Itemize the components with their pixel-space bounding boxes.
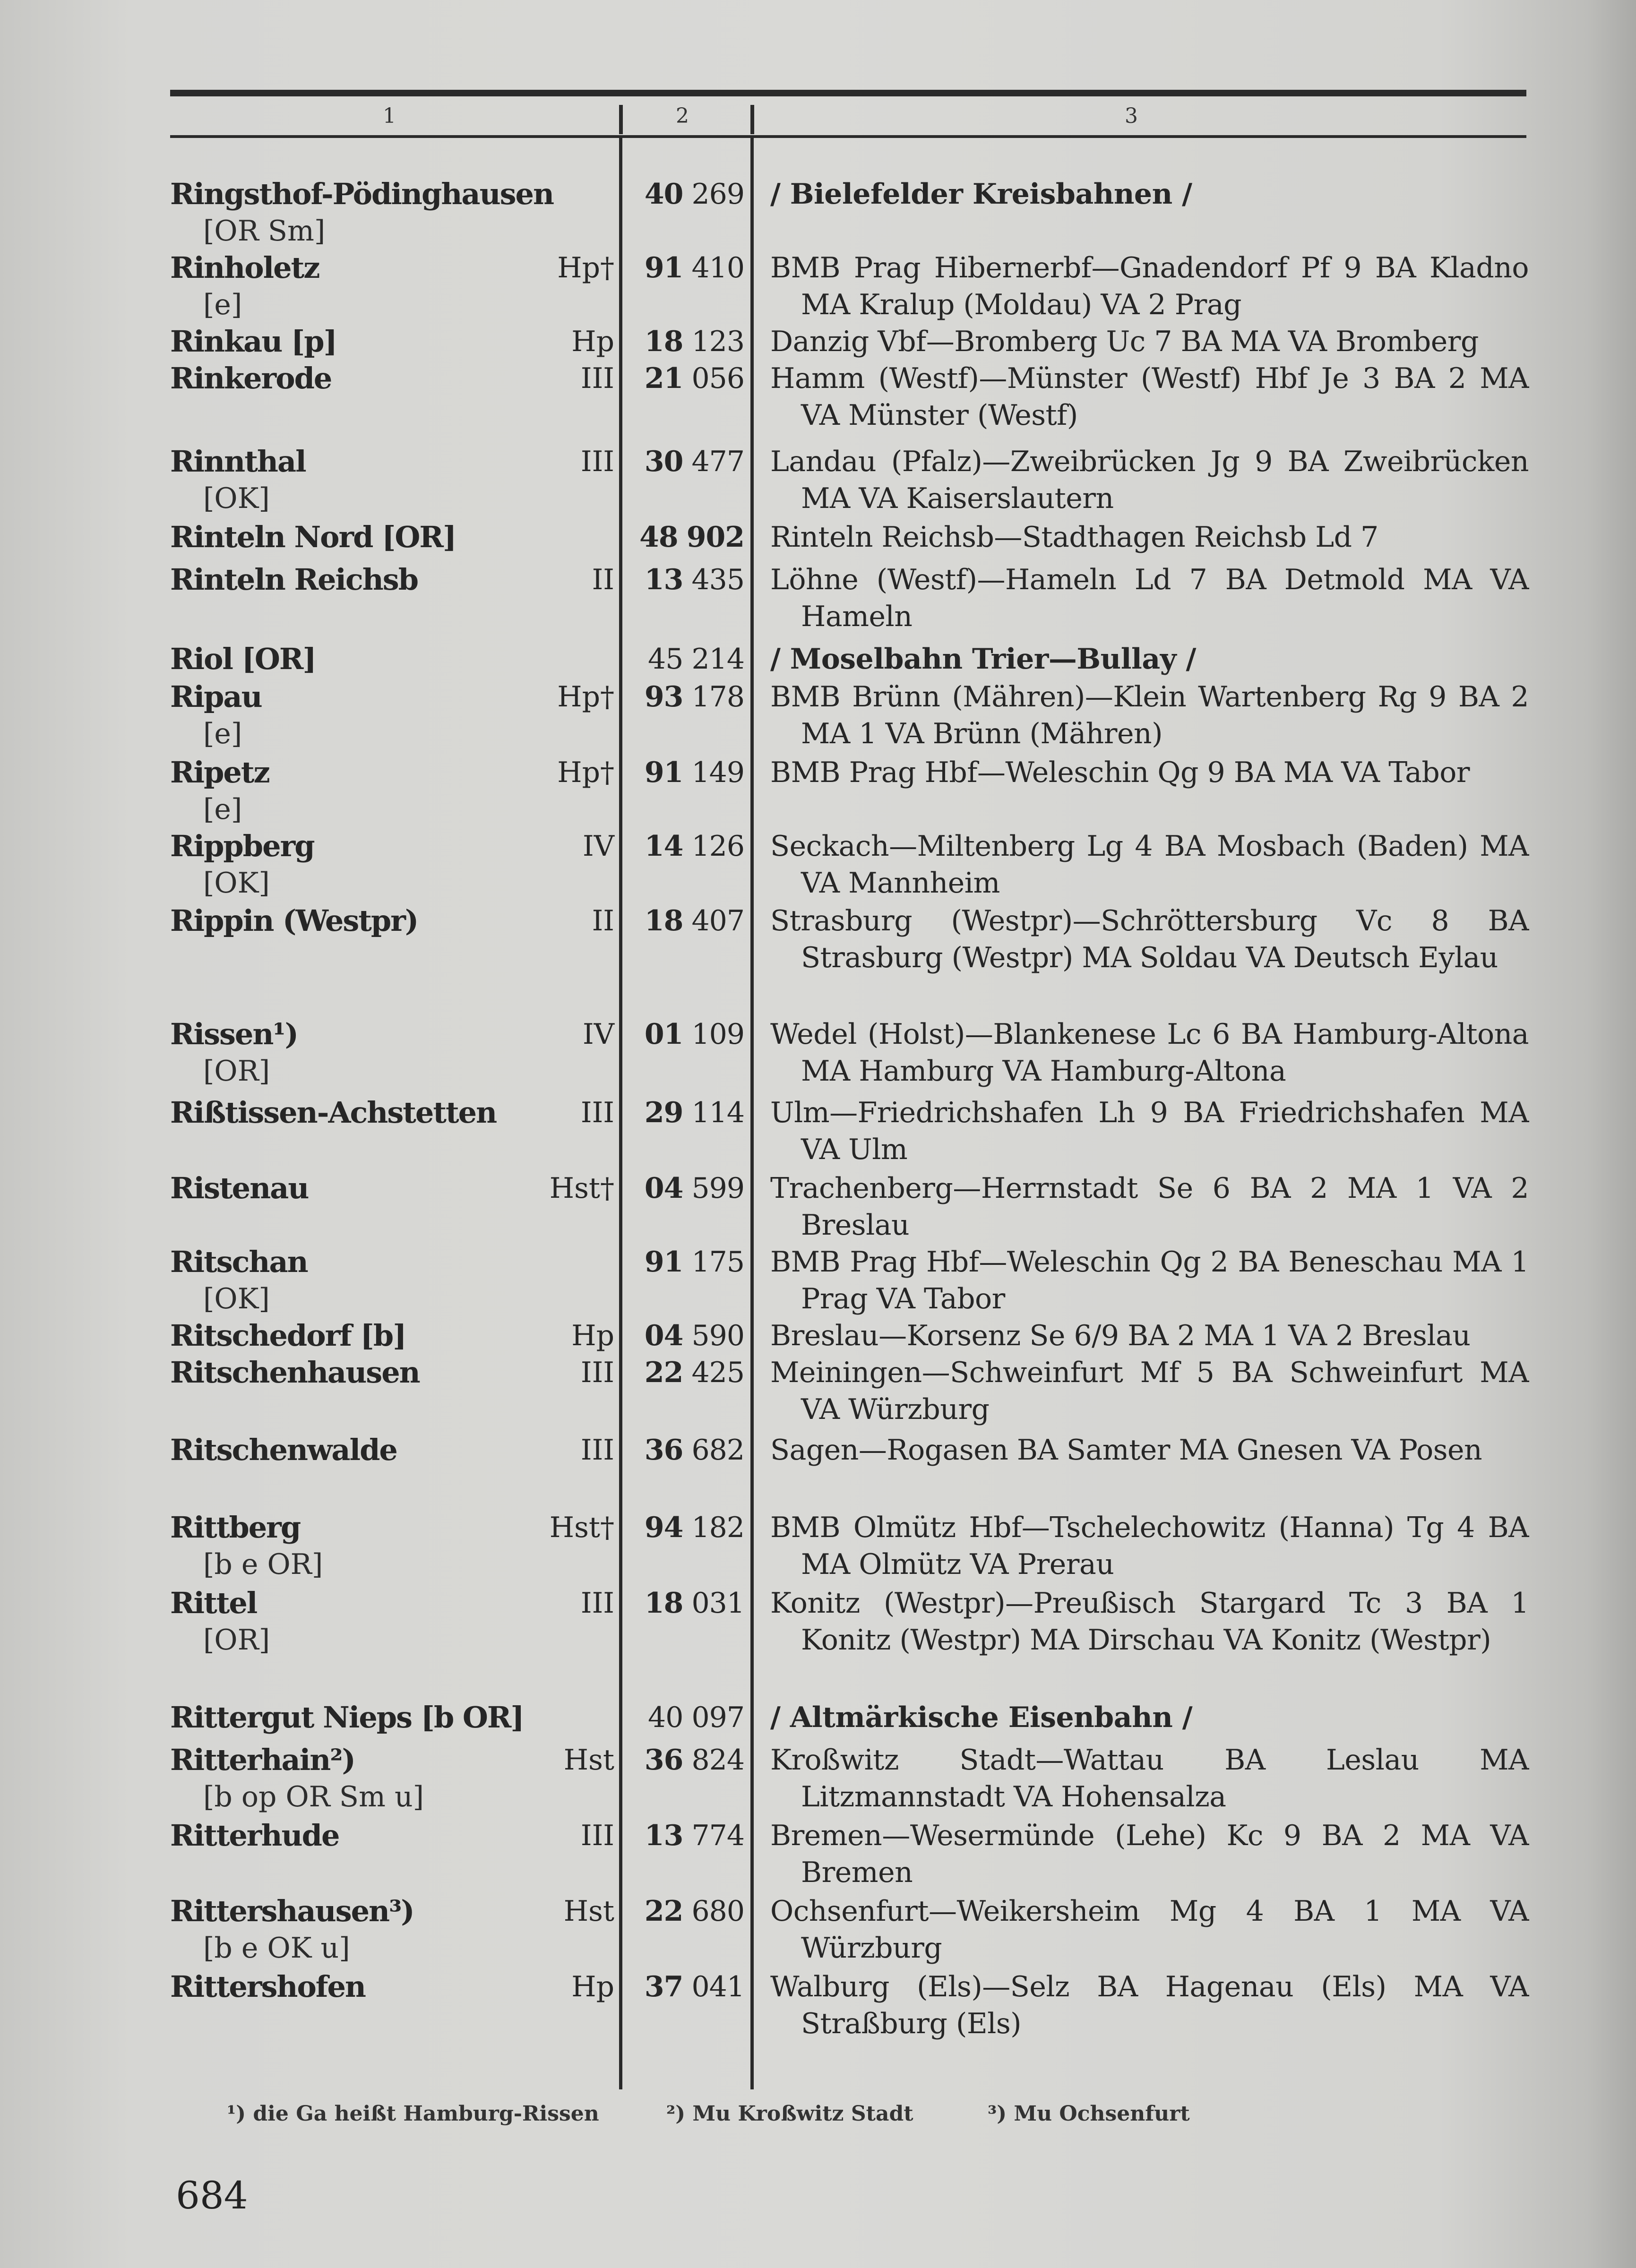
station-name: Rittershausen³) [170,1894,414,1928]
station-class: Hst [563,1744,614,1777]
station-number-prefix: 37 [644,1970,683,2003]
station-class: Hst† [549,1172,614,1205]
station-number-suffix: 407 [691,904,744,937]
station-number-prefix: 48 [639,521,678,554]
station-name: Ripetz [170,755,269,790]
station-flags: [OR] [203,1055,270,1088]
station-class: Hp† [557,756,614,789]
station-number [629,1170,744,1207]
footnote-2: ²) Mu Kroßwitz Stadt [666,2102,913,2126]
station-number [629,1016,744,1053]
station-class: III [580,1096,614,1129]
station-number-suffix: 590 [691,1319,744,1352]
station-description: Bremen—Wesermünde (Lehe) Kc 9 BA 2 MA VA Bremen [770,1819,1529,1889]
station-number [629,641,744,678]
station-description: / Altmärkische Eisenbahn / [770,1701,1193,1734]
header-top-rule [170,90,1526,96]
station-number-prefix: 04 [644,1172,683,1205]
station-description: Landau (Pfalz)—Zweibrücken Jg 9 BA Zweibrücken MA VA Kaiserslautern [770,445,1529,515]
station-number-prefix: 18 [644,904,683,937]
station-number-prefix: 18 [644,1587,683,1620]
station-description: Danzig Vbf—Bromberg Uc 7 BA MA VA Bromberg [770,325,1479,358]
station-number-prefix: 91 [644,1246,683,1279]
station-number-suffix: 410 [691,251,744,284]
station-number-suffix: 477 [691,445,744,478]
station-flags: [e] [203,717,242,750]
station-number [629,1968,744,2005]
station-name: Ritschenhausen [170,1355,420,1390]
station-number [629,902,744,939]
station-class: IV [582,1018,614,1051]
station-number-suffix: 126 [691,830,744,863]
station-number [629,176,744,213]
station-number-suffix: 824 [691,1744,744,1777]
station-class: Hp [571,1319,614,1352]
header-col-3: 3 [1125,104,1138,128]
station-name: Rissen¹) [170,1017,298,1051]
station-number [629,1585,744,1622]
station-description: Strasburg (Westpr)—Schröttersburg Vc 8 BA Strasburg (Westpr) MA Soldau VA Deutsch Eylau [770,904,1529,974]
station-name: Rißtissen-Achstetten [170,1095,497,1130]
station-number-suffix: 682 [691,1434,744,1467]
station-number-suffix: 178 [691,680,744,713]
station-description: Wedel (Holst)—Blankenese Lc 6 BA Hamburg-Altona MA Hamburg VA Hamburg-Altona [770,1018,1529,1088]
station-number [629,1432,744,1469]
station-number-suffix: 902 [686,521,744,554]
station-class: Hp [571,1970,614,2003]
station-number [629,1699,744,1736]
station-flags: [OR] [203,1624,270,1657]
station-name: Ripau [170,679,262,714]
station-number-suffix: 214 [691,643,744,676]
station-number [629,360,744,397]
station-number [629,1509,744,1546]
station-name: Rinkerode [170,361,332,395]
station-number [629,443,744,480]
station-class: II [592,904,614,937]
station-number-prefix: 04 [644,1319,683,1352]
station-description: Trachenberg—Herrnstadt Se 6 BA 2 MA 1 VA 2 Breslau [770,1172,1529,1242]
station-number-suffix: 056 [691,362,744,395]
column-divider-2 [750,138,754,2089]
station-class: Hst† [549,1511,614,1544]
station-description: BMB Prag Hbf—Weleschin Qg 2 BA Beneschau MA 1 Prag VA Tabor [770,1246,1529,1315]
station-number [629,519,744,556]
station-number-prefix: 18 [644,325,683,358]
station-number-prefix: 22 [644,1356,683,1389]
station-number-prefix: 22 [644,1895,683,1928]
header-separator [619,105,623,134]
station-class: III [580,1434,614,1467]
station-name: Rinholetz [170,250,319,285]
station-class: Hp† [557,680,614,713]
station-name: Rinteln Reichsb [170,562,418,597]
station-number [629,561,744,598]
station-description: Konitz (Westpr)—Preußisch Stargard Tc 3 BA 1 Konitz (Westpr) MA Dirschau VA Konitz (Westpr) [770,1587,1529,1657]
station-number-prefix: 13 [644,563,683,596]
station-number [629,249,744,286]
station-flags: [OK] [203,482,270,515]
station-name: Rippberg [170,829,314,863]
station-description: BMB Prag Hbf—Weleschin Qg 9 BA MA VA Tabor [770,756,1470,789]
station-number-prefix: 30 [644,445,683,478]
station-number [629,679,744,715]
station-description: Meiningen—Schweinfurt Mf 5 BA Schweinfurt MA VA Würzburg [770,1356,1529,1426]
header-col-1: 1 [383,104,396,128]
station-description: Walburg (Els)—Selz BA Hagenau (Els) MA VA Straßburg (Els) [770,1970,1529,2040]
station-name: Rittberg [170,1510,301,1545]
station-flags: [b e OR] [203,1548,323,1581]
station-name: Ritschan [170,1245,308,1279]
station-number [629,1354,744,1391]
station-class: III [580,1819,614,1852]
header-separator [750,105,754,134]
station-number-suffix: 269 [691,178,744,211]
station-description: BMB Prag Hibernerbf—Gnadendorf Pf 9 BA Kladno MA Kralup (Moldau) VA 2 Prag [770,251,1529,321]
station-number-prefix: 36 [644,1744,683,1777]
station-flags: [OR Sm] [203,215,326,248]
station-description: Ochsenfurt—Weikersheim Mg 4 BA 1 MA VA Würzburg [770,1895,1529,1965]
station-number-prefix: 29 [644,1096,683,1129]
station-number-prefix: 40 [644,178,683,211]
station-name: Rinteln Nord [OR] [170,520,456,554]
station-number-prefix: 13 [644,1819,683,1852]
station-name: Rittershofen [170,1969,365,2004]
station-flags: [OK] [203,867,270,900]
station-name: Ritterhude [170,1818,339,1853]
station-class: III [580,445,614,478]
station-description: / Moselbahn Trier—Bullay / [770,643,1196,676]
station-number-suffix: 109 [691,1018,744,1051]
column-divider-1 [619,138,622,2089]
station-number-prefix: 91 [644,251,683,284]
station-number [629,1317,744,1354]
station-number-prefix: 01 [644,1018,683,1051]
station-name: Rippin (Westpr) [170,903,418,938]
station-number-suffix: 114 [691,1096,744,1129]
station-name: Rinkau [p] [170,324,336,359]
station-number-suffix: 031 [691,1587,744,1620]
station-class: Hp† [557,251,614,284]
station-number-suffix: 175 [691,1246,744,1279]
station-description: Ulm—Friedrichshafen Lh 9 BA Friedrichshafen MA VA Ulm [770,1096,1529,1166]
station-number-suffix: 774 [691,1819,744,1852]
station-class: Hp [571,325,614,358]
station-description: Breslau—Korsenz Se 6/9 BA 2 MA 1 VA 2 Breslau [770,1319,1471,1352]
station-number-prefix: 94 [644,1511,683,1544]
station-number [629,1893,744,1930]
station-number-suffix: 123 [691,325,744,358]
station-number-suffix: 435 [691,563,744,596]
station-class: III [580,362,614,395]
station-description: Seckach—Miltenberg Lg 4 BA Mosbach (Baden) MA VA Mannheim [770,830,1529,900]
station-class: IV [582,830,614,863]
station-number-prefix: 40 [648,1701,683,1734]
station-name: Rittergut Nieps [b OR] [170,1700,524,1735]
station-number [629,754,744,791]
station-class: II [592,563,614,596]
station-class: III [580,1587,614,1620]
station-number [629,828,744,865]
header-bottom-rule [170,135,1526,138]
station-number-prefix: 45 [648,643,683,676]
station-number-suffix: 425 [691,1356,744,1389]
station-number-suffix: 041 [691,1970,744,2003]
station-name: Ritschedorf [b] [170,1318,406,1353]
station-number-prefix: 36 [644,1434,683,1467]
station-number [629,1817,744,1854]
station-name: Riol [OR] [170,642,316,676]
station-description: / Bielefelder Kreisbahnen / [770,178,1192,211]
station-name: Rinnthal [170,444,306,479]
page-number: 684 [176,2174,248,2217]
station-flags: [b op OR Sm u] [203,1780,424,1813]
station-class: III [580,1356,614,1389]
station-number [629,1742,744,1778]
station-number-suffix: 599 [691,1172,744,1205]
station-number-suffix: 149 [691,756,744,789]
station-name: Ringsthof-Pödinghausen [170,177,554,211]
station-description: Kroßwitz Stadt—Wattau BA Leslau MA Litzmannstadt VA Hohensalza [770,1744,1529,1813]
station-description: Hamm (Westf)—Münster (Westf) Hbf Je 3 BA 2 MA VA Münster (Westf) [770,362,1529,432]
station-number-prefix: 21 [644,362,683,395]
station-number-suffix: 182 [691,1511,744,1544]
station-name: Ristenau [170,1171,309,1205]
footnote-3: ³) Mu Ochsenfurt [988,2102,1190,2126]
station-number-prefix: 91 [644,756,683,789]
station-name: Ritterhain²) [170,1743,355,1777]
station-flags: [OK] [203,1282,270,1315]
station-flags: [b e OK u] [203,1932,350,1965]
station-number [629,1244,744,1280]
footnote-1: ¹) die Ga heißt Hamburg-Rissen [227,2102,599,2126]
station-number-suffix: 680 [691,1895,744,1928]
station-number-suffix: 097 [691,1701,744,1734]
station-description: Löhne (Westf)—Hameln Ld 7 BA Detmold MA VA Hameln [770,563,1529,633]
station-description: Sagen—Rogasen BA Samter MA Gnesen VA Posen [770,1434,1482,1467]
station-name: Ritschenwalde [170,1433,397,1467]
station-description: BMB Brünn (Mähren)—Klein Wartenberg Rg 9 BA 2 MA 1 VA Brünn (Mähren) [770,680,1529,750]
station-number-prefix: 14 [644,830,683,863]
header-col-2: 2 [676,104,689,128]
station-description: Rinteln Reichsb—Stadthagen Reichsb Ld 7 [770,521,1378,554]
station-name: Rittel [170,1586,257,1620]
station-number [629,323,744,360]
station-number-prefix: 93 [644,680,683,713]
station-description: BMB Olmütz Hbf—Tschelechowitz (Hanna) Tg 4 BA MA Olmütz VA Prerau [770,1511,1529,1581]
station-number [629,1094,744,1131]
station-class: Hst [563,1895,614,1928]
station-flags: [e] [203,793,242,826]
station-flags: [e] [203,288,242,321]
